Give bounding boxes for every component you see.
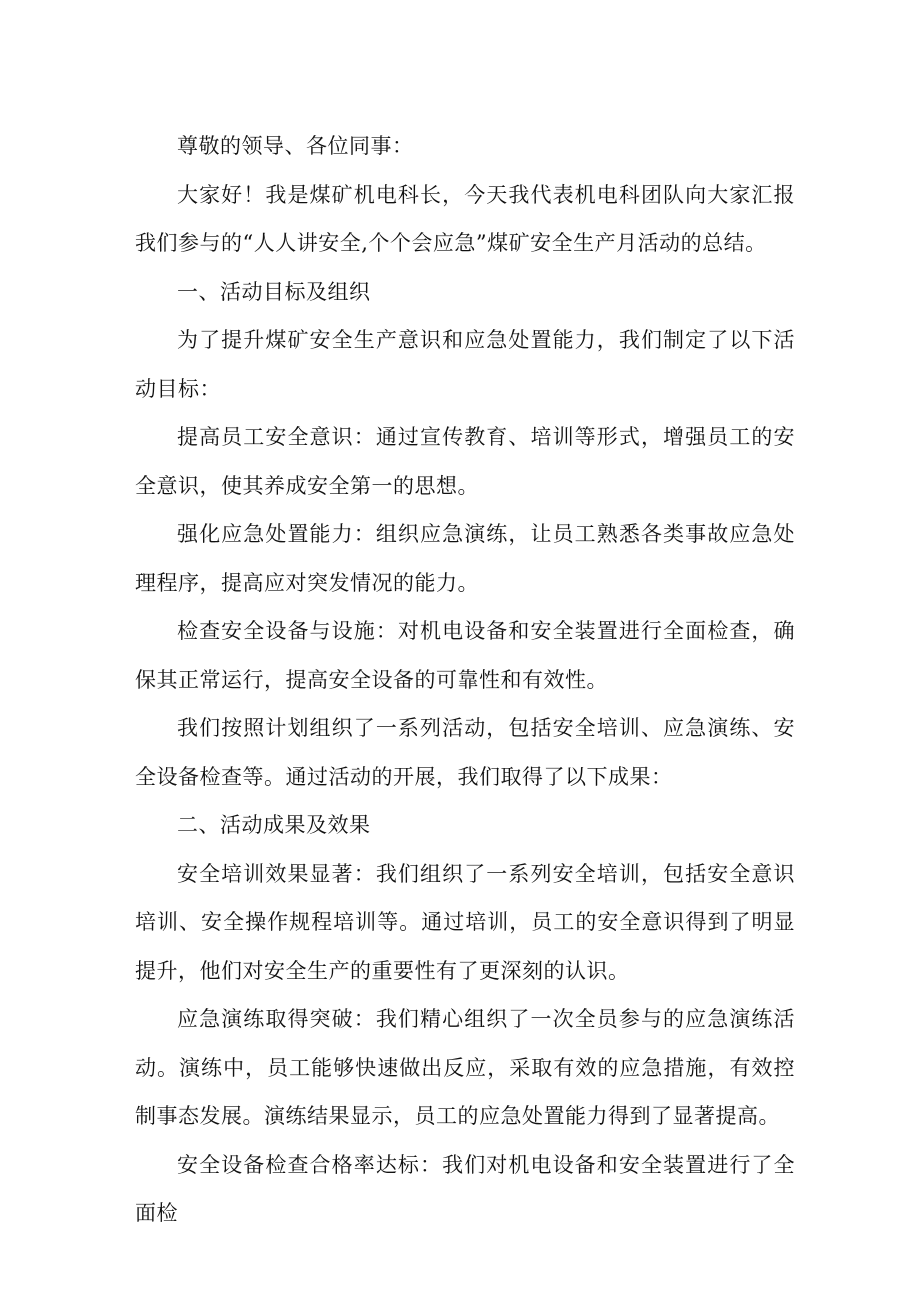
section-heading-2: 二、活动成果及效果 <box>177 813 371 837</box>
greeting: 尊敬的领导、各位同事： <box>177 134 414 158</box>
paragraph-goal-awareness: 提高员工安全意识：通过宣传教育、培训等形式，增强员工的安全意识，使其养成安全第一的思想。 <box>135 425 795 498</box>
paragraph-result-inspection: 安全设备检查合格率达标：我们对机电设备和安全装置进行了全面检 <box>135 1152 795 1225</box>
paragraph-goal-equipment: 检查安全设备与设施：对机电设备和安全装置进行全面检查，确保其正常运行，提高安全设备的可靠性和有效性。 <box>135 619 795 692</box>
paragraph-result-drill: 应急演练取得突破：我们精心组织了一次全员参与的应急演练活动。演练中，员工能够快速做出反应，采取有效的应急措施，有效控制事态发展。演练结果显示，员工的应急处置能力得到了显著提高。 <box>135 1007 795 1128</box>
paragraph-result-training: 安全培训效果显著：我们组织了一系列安全培训，包括安全意识培训、安全操作规程培训等。通过培训，员工的安全意识得到了明显提升，他们对安全生产的重要性有了更深刻的认识。 <box>135 861 795 983</box>
paragraph-intro: 大家好！我是煤矿机电科长，今天我代表机电科团队向大家汇报我们参与的“人人讲安全,个个会应急”煤矿安全生产月活动的总结。 <box>135 182 795 255</box>
document-body <box>135 122 795 1238</box>
paragraph-goal-emergency: 强化应急处置能力：组织应急演练，让员工熟悉各类事故应急处理程序，提高应对突发情况的能力。 <box>135 522 795 595</box>
paragraph-activities: 我们按照计划组织了一系列活动，包括安全培训、应急演练、安全设备检查等。通过活动的开展，我们取得了以下成果： <box>135 716 795 789</box>
section-heading-1: 一、活动目标及组织 <box>177 279 371 304</box>
paragraph-goals: 为了提升煤矿安全生产意识和应急处置能力，我们制定了以下活动目标： <box>135 328 795 401</box>
